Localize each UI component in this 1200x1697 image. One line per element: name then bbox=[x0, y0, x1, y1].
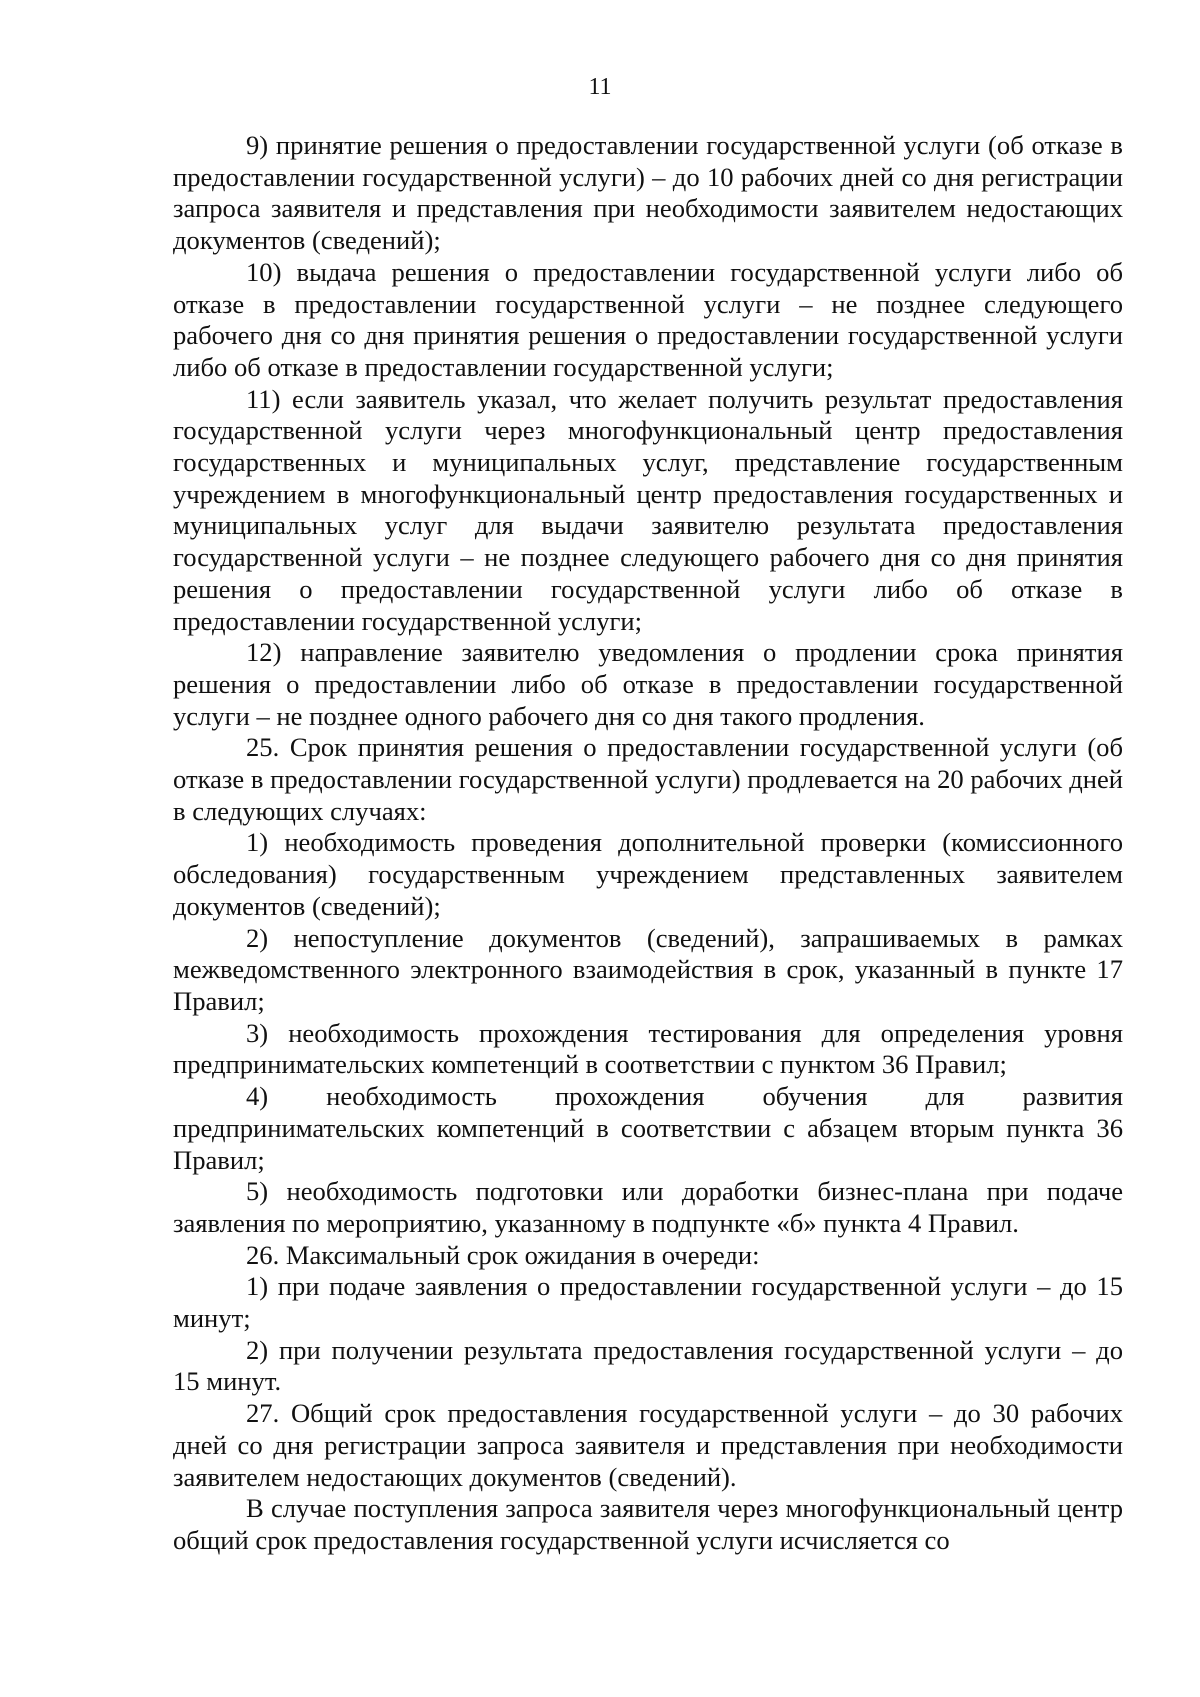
paragraph-clause-25-item-2: 2) непоступление документов (сведений), запрашиваемых в рамках межведомственного электронного взаимодействия в срок, указанный в пункте 17 Правил; bbox=[173, 922, 1123, 1016]
paragraph-clause-25-item-3: 3) необходимость прохождения тестирования для определения уровня предпринимательских компетенций в соответствии с пунктом 36 Правил; bbox=[173, 1017, 1123, 1080]
paragraph-clause-25-item-1: 1) необходимость проведения дополнительной проверки (комиссионного обследования) государственным учреждением представленных заявителем документов (сведений); bbox=[173, 827, 1123, 921]
paragraph-item-12: 12) направление заявителю уведомления о продлении срока принятия решения о предоставлении либо об отказе в предоставлении государственной услуги – не позднее одного рабочего дня со дня такого продления. bbox=[173, 637, 1123, 731]
document-body bbox=[173, 130, 1123, 1557]
paragraph-item-11: 11) если заявитель указал, что желает получить результат предоставления государственной услуги через многофункциональный центр предоставления государственных и муниципальных услуг, представление государственным учреждением в многофункциональный центр предоставления государственных и муниципальных услуг для выдачи заявителю результата предоставления государственной услуги – не позднее следующего рабочего дня со дня принятия решения о предоставлении государственной услуги либо об отказе в предоставлении государственной услуги; bbox=[173, 383, 1123, 636]
page-number: 11 bbox=[588, 74, 612, 100]
paragraph-mfc-term: В случае поступления запроса заявителя через многофункциональный центр общий срок предоставления государственной услуги исчисляется со bbox=[173, 1493, 1123, 1555]
paragraph-clause-25: 25. Срок принятия решения о предоставлении государственной услуги (об отказе в предоставлении государственной услуги) продлевается на 20 рабочих дней в следующих случаях: bbox=[173, 732, 1123, 826]
paragraph-clause-26-item-1: 1) при подаче заявления о предоставлении государственной услуги – до 15 минут; bbox=[173, 1271, 1123, 1334]
paragraph-clause-26-item-2: 2) при получении результата предоставления государственной услуги – до 15 минут. bbox=[173, 1334, 1123, 1397]
paragraph-clause-25-item-5: 5) необходимость подготовки или доработки бизнес-плана при подаче заявления по мероприятию, указанному в подпункте «б» пункта 4 Правил. bbox=[173, 1176, 1123, 1238]
paragraph-clause-27: 27. Общий срок предоставления государственной услуги – до 30 рабочих дней со дня регистрации запроса заявителя и представления при необходимости заявителем недостающих документов (сведений). bbox=[173, 1398, 1123, 1492]
paragraph-clause-25-item-4: 4) необходимость прохождения обучения для развития предпринимательских компетенций в соответствии с абзацем вторым пункта 36 Правил; bbox=[173, 1081, 1123, 1175]
paragraph-item-10: 10) выдача решения о предоставлении государственной услуги либо об отказе в предоставлении государственной услуги – не позднее следующего рабочего дня со дня принятия решения о предоставлении государственной услуги либо об отказе в предоставлении государственной услуги; bbox=[173, 256, 1123, 382]
paragraph-item-9: 9) принятие решения о предоставлении государственной услуги (об отказе в предоставлении государственной услуги) – до 10 рабочих дней со дня регистрации запроса заявителя и представления при необходимости заявителем недостающих документов (сведений); bbox=[173, 130, 1123, 256]
paragraph-clause-26: 26. Максимальный срок ожидания в очереди: bbox=[246, 1239, 760, 1270]
